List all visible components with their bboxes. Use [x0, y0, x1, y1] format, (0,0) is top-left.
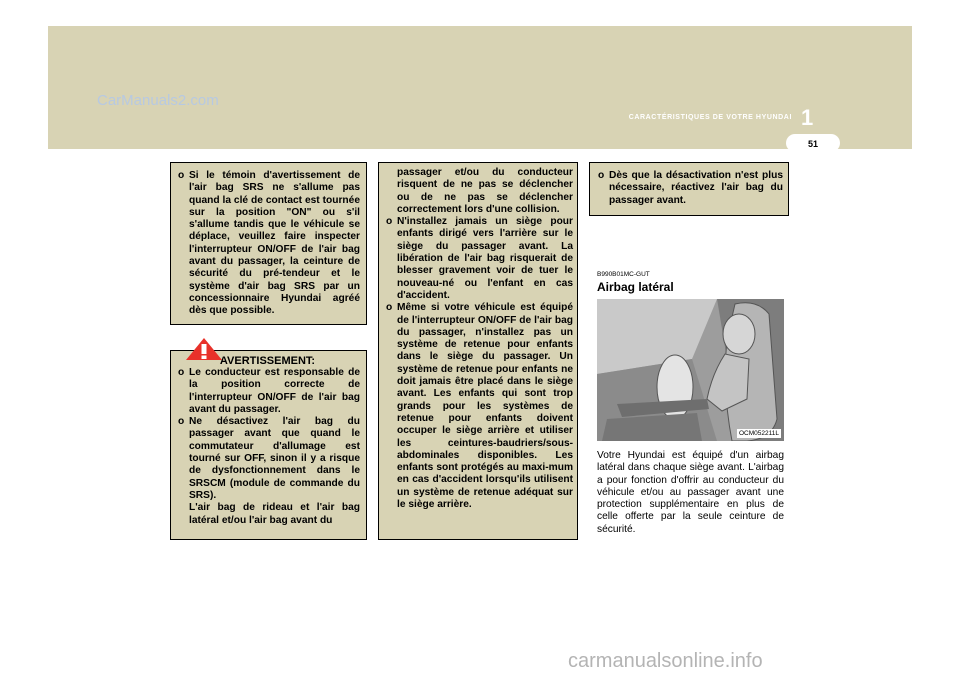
- list-item: o Si le témoin d'avertissement de l'air bag SRS ne s'allume pas quand la clé de contact est tournée sur la position "ON" ou s'il s'allume tandis que le véhicule se déplace, veuillez faire inspecter l'interrupteur ON/OFF de l'air bag avant du passager, la ceinture de sécurité du pré-tendeur et le système d'air bag SRS par un concessionnaire Hyundai agréé dès que possible.: [178, 170, 360, 317]
- watermark-bottom[interactable]: carmanualsonline.info: [568, 650, 763, 672]
- page-number: 51: [786, 134, 840, 152]
- warning-heading: AVERTISSEMENT:: [219, 355, 316, 367]
- watermark-top[interactable]: CarManuals2.com: [97, 92, 219, 109]
- warning-box: [170, 350, 367, 540]
- list-item: o N'installez jamais un siège pour enfants dirigé vers l'arrière sur le siège du passager avant. La libération de l'air bag risquerait de blesser gravement voir de tuer le nouveau-né ou l'enfant en cas d'accident.: [386, 216, 573, 301]
- warning-continuation: L'air bag de rideau et l'air bag latéral et/ou l'air bag avant du: [189, 502, 360, 526]
- car-interior-icon: [597, 299, 784, 441]
- list-item: o Même si votre véhicule est équipé de l'interrupteur ON/OFF de l'air bag du passager, n'installez pas un système de retenue pour enfants dans le siège du passager. Un système de retenue pour enfants ne doit jamais être placé dans le siège avant. Les enfants qui sont trop grands pour les systèmes de retenue pour enfants doivent occuper le siège arrière et utiliser les ceintures-baudriers/sous-abdominales disponibles. Les enfants sont protégés au maxi-mum en cas d'accident lorsqu'ils utilisent un système de retenue adéquat sur le siège arrière.: [386, 302, 573, 511]
- header-band: [48, 26, 912, 149]
- info-box-right: [589, 162, 789, 216]
- section-title: CARACTÉRISTIQUES DE VOTRE HYUNDAI: [628, 114, 792, 121]
- side-airbag-illustration: [597, 299, 784, 441]
- list-item: o Le conducteur est responsable de la position correcte de l'interrupteur ON/OFF de l'air bag avant du passager.: [178, 367, 360, 415]
- list-item: o Dès que la désactivation n'est plus nécessaire, réactivez l'air bag du passager avant.: [598, 170, 783, 206]
- section-body: Votre Hyundai est équipé d'un airbag latéral dans chaque siège avant. L'airbag a pour fonction d'offrir au conducteur du véhicule et/ou au passager avant une protection supplémentaire en plus de celle offerte par la seule ceinture de sécurité.: [597, 450, 784, 535]
- continuation-text: passager et/ou du conducteur risquent de ne pas se déclencher ou de ne pas se déclencher correctement lors d'une collision.: [397, 167, 573, 215]
- info-box-left: [170, 162, 367, 325]
- exclamation-icon: [184, 337, 224, 361]
- section-code: B990B01MC-GUT: [597, 271, 650, 278]
- section-heading: Airbag latéral: [597, 280, 674, 294]
- info-box-center: [378, 162, 578, 540]
- image-label: OCM052211L: [739, 430, 779, 437]
- list-item: o Ne désactivez l'air bag du passager avant que quand le commutateur d'allumage est tourné sur OFF, sinon il y a risque de dysfonctionnement dans le SRSCM (module de commande du SRS).: [178, 416, 360, 501]
- chapter-number: 1: [801, 105, 814, 130]
